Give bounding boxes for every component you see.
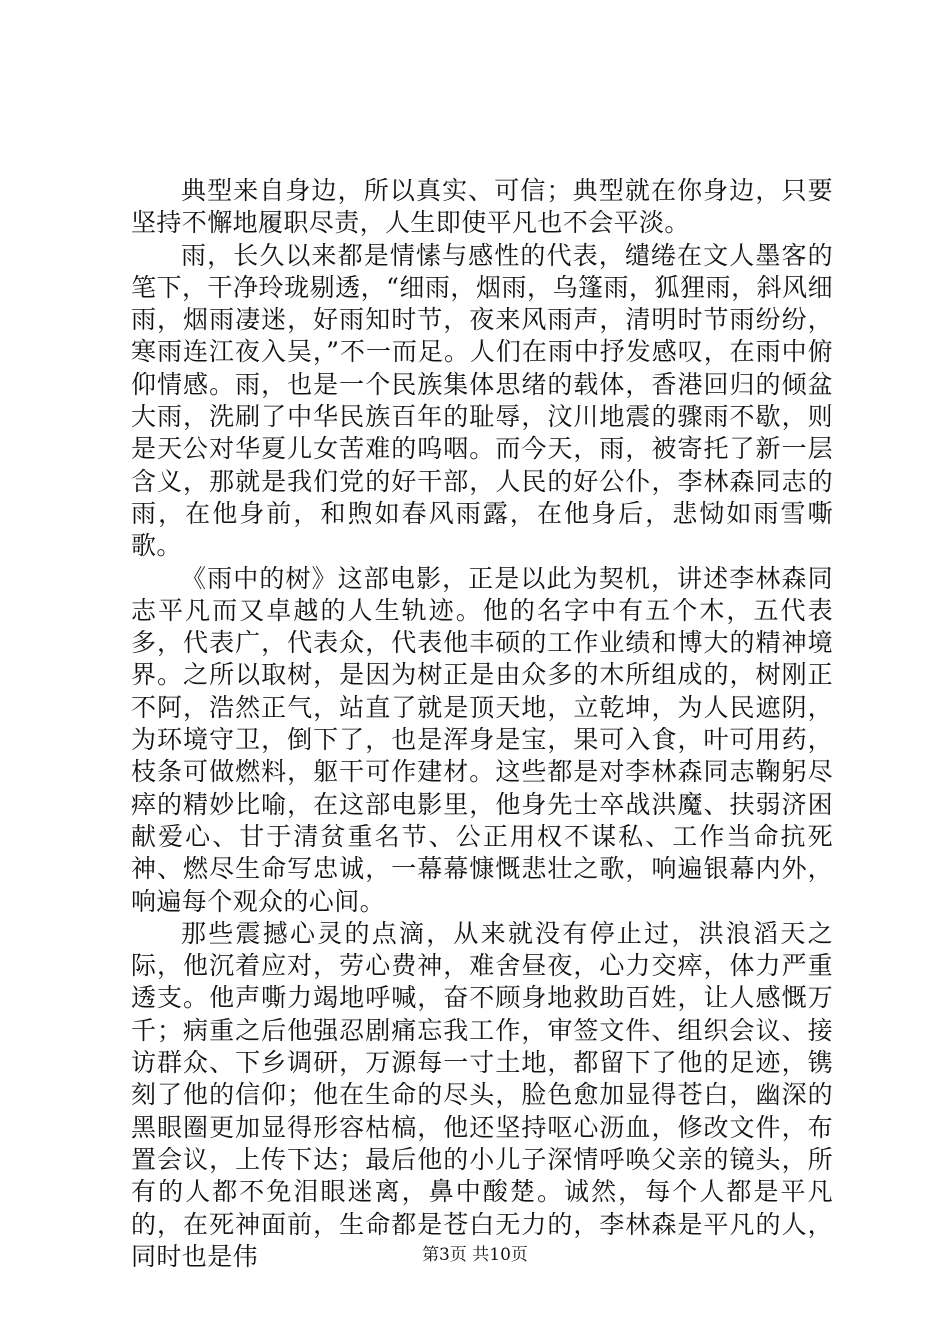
paragraph-1: 典型来自身边，所以真实、可信；典型就在你身边，只要坚持不懈地履职尽责，人生即使平凡也不会平淡。 bbox=[131, 176, 833, 238]
page-footer: 第3页 共10页 bbox=[422, 1245, 528, 1265]
paragraph-3: 《雨中的树》这部电影，正是以此为契机，讲述李林森同志平凡而又卓越的人生轨迹。他的名字中有五个木，五代表多，代表广，代表众，代表他丰硕的工作业绩和博大的精神境界。之所以取树，是因为树正是由众多的木所组成的，树刚正不阿，浩然正气，站直了就是顶天地，立乾坤，为人民遮阴，为环境守卫，倒下了，也是浑身是宝，果可入食，叶可用药，枝条可做燃料，躯干可作建材。这些都是对李林森同志鞠躬尽瘁的精妙比喻，在这部电影里，他身先士卒战洪魔、扶弱济困献爱心、甘于清贫重名节、公正用权不谋私、工作当命抗死神、燃尽生命写忠诚，一幕幕慷慨悲壮之歌，响遍银幕内外，响遍每个观众的心间。 bbox=[131, 563, 833, 916]
paragraph-2: 雨，长久以来都是情愫与感性的代表，缱绻在文人墨客的笔下，干净玲珑剔透，“细雨，烟雨，乌篷雨，狐狸雨，斜风细雨，烟雨凄迷，好雨知时节，夜来风雨声，清明时节雨纷纷，寒雨连江夜入吴，”不一而足。人们在雨中抒发感叹，在雨中俯仰情感。雨，也是一个民族集体思绪的载体，香港回归的倾盆大雨，洗刷了中华民族百年的耻辱，汶川地震的骤雨不歇，则是天公对华夏儿女苦难的呜咽。而今天，雨，被寄托了新一层含义，那就是我们党的好干部，人民的好公仆，李林森同志的雨，在他身前，和煦如春风雨露，在他身后，悲恸如雨雪嘶歌。 bbox=[131, 240, 833, 561]
paragraph-4: 那些震撼心灵的点滴，从来就没有停止过，洪浪滔天之际，他沉着应对，劳心费神，难舍昼夜，心力交瘁，体力严重透支。他声嘶力竭地呼喊，奋不顾身地救助百姓，让人感慨万千；病重之后他强忍剧痛忘我工作，审签文件、组织会议、接访群众、下乡调研，万源每一寸土地，都留下了他的足迹，镌刻了他的信仰；他在生命的尽头，脸色愈加显得苍白，幽深的黑眼圈更加显得形容枯槁，他还坚持呕心沥血，修改文件，布置会议，上传下达；最后他的小儿子深情呼唤父亲的镜头，所有的人都不免泪眼迷离，鼻中酸楚。诚然，每个人都是平凡的，在死神面前，生命都是苍白无力的，李林森是平凡的人，同时也是伟 bbox=[131, 918, 833, 1271]
body-text bbox=[131, 175, 833, 1273]
